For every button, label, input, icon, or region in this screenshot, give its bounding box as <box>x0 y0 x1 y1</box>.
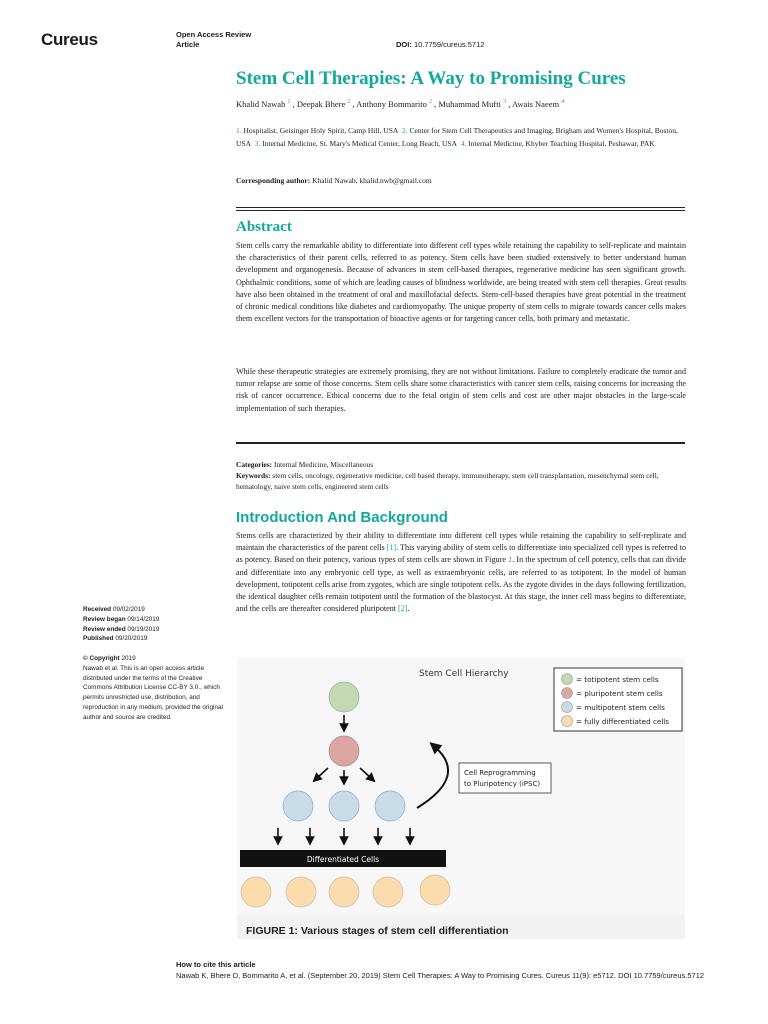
intro-text: . In the spectrum of cell potency, cells that can divide and differentiate into any embryonic cell type, as well as extraembryonic cells, are referred to as totipotent. In the model of human development, totipotent cells arise from zygotes, which are single totipotent cells. As the zygote divides in the days following fertilization, the identical daughter cells remain totipotent until the formation of the blastocyst. At this stage, the inner cell mass begins to differentiate, and the cells are thereafter considered pluripotent <box>236 555 686 614</box>
copyright-label: © Copyright <box>83 655 120 662</box>
categories <box>236 459 686 470</box>
license-text: Nawab et al. This is an open access article distributed under the terms of the Creative Commons Attribution License CC-BY 3.0., which permits unrestricted use, distribution, and reproduction in any medium, provided the original author and source are credited. <box>83 664 223 721</box>
figure-1 <box>237 658 685 914</box>
categories-label: Categories: <box>236 460 273 469</box>
affiliation-number: 4. <box>460 138 467 148</box>
legend-swatch-multipotent <box>562 702 573 713</box>
pluripotent-cell <box>329 736 359 766</box>
abstract-top-rule <box>236 207 685 208</box>
differentiated-cell <box>420 875 450 905</box>
article-type-line2: Article <box>176 40 200 49</box>
abstract-heading: Abstract <box>236 219 292 235</box>
reprogramming-label-line1: Cell Reprogramming <box>464 769 536 777</box>
intro-text: . This varying ability of stem cells to differentiate into specialized cell types is referred to as potency. Based on their potency, various types of stem cells are shown in Figure <box>236 543 686 565</box>
author-name[interactable]: Deepak Bhere <box>296 99 346 109</box>
author-affiliation-number: 2 <box>429 99 432 106</box>
author-affiliation-number: 4 <box>561 99 565 106</box>
introduction-paragraph <box>236 530 686 615</box>
review-began-date: 09/14/2019 <box>127 615 160 623</box>
differentiated-cells-label: Differentiated Cells <box>306 855 380 864</box>
author-affiliation-number: 1 <box>287 99 291 106</box>
author-name[interactable]: Anthony Bommarito <box>356 99 427 109</box>
figure-caption: FIGURE 1: Various stages of stem cell differentiation <box>246 925 509 937</box>
article-dates <box>83 605 223 644</box>
citation-heading: How to cite this article <box>176 960 256 969</box>
multipotent-cell <box>283 791 313 821</box>
legend-swatch-pluripotent <box>562 688 573 699</box>
categories-text: Internal Medicine, Miscellaneous <box>273 460 374 469</box>
differentiated-cell <box>329 877 359 907</box>
legend-label-totipotent: = totipotent stem cells <box>576 675 659 684</box>
keywords <box>236 470 686 492</box>
doi-value[interactable]: 10.7759/cureus.5712 <box>413 40 485 49</box>
arrow-down-right <box>360 768 372 779</box>
author-affiliation-number: 3 <box>503 99 507 106</box>
keywords-text: stem cells, oncology, regenerative medicine, cell based therapy, immunotherapy, stem cell transplantation, mesenchymal stem cell, hematology, naive stem cells, engineered stem cells <box>236 471 659 491</box>
affiliation-number: 2. <box>402 126 408 135</box>
multipotent-cell <box>329 791 359 821</box>
differentiated-cell <box>241 877 271 907</box>
differentiated-cell <box>373 877 403 907</box>
reprogramming-label-line2: to Pluripotency (iPSC) <box>464 780 541 788</box>
review-ended-label: Review ended <box>83 625 126 633</box>
author-list: Khalid Nawab $^1$ , Deepak Bhere $^2$ , Anthony Bommarito $^2$ , Muhammad Mufti $^3$ , Awais Naeem $^4$ <box>236 99 565 109</box>
copyright-year: 2019 <box>121 655 136 662</box>
review-began-label: Review began <box>83 615 126 623</box>
received-date: 09/02/2019 <box>112 606 145 613</box>
doi-label: DOI: <box>396 40 412 49</box>
author-name[interactable]: Khalid Nawab <box>236 99 286 109</box>
affiliation-number: 3. <box>254 138 261 148</box>
legend-swatch-totipotent <box>562 674 573 685</box>
reference-link-1[interactable]: [1] <box>386 543 397 553</box>
article-type <box>176 30 251 50</box>
published-date: 09/20/2019 <box>115 635 148 643</box>
arrow-down-left <box>316 768 328 779</box>
corresponding-author <box>236 176 432 185</box>
corresponding-label: Corresponding author: <box>236 176 311 185</box>
affiliation-text: Internal Medicine, Khyber Teaching Hospital, Peshawar, PAK <box>468 138 655 148</box>
author-name[interactable]: Muhammad Mufti <box>438 99 501 109</box>
intro-text: . <box>407 604 410 614</box>
affiliations <box>236 125 688 150</box>
author-name[interactable]: Awais Naeem <box>511 99 560 109</box>
legend-swatch-differentiated <box>562 716 573 727</box>
citation-text: Nawab K, Bhere D, Bommarito A, et al. (September 20, 2019) Stem Cell Therapies: A Way to Promising Cures. Cureus 11(9): e5712. DOI 10.7759/cureus.5712 <box>176 971 705 980</box>
reprogramming-arrow <box>417 746 448 808</box>
intro-text: Stems cells are characterized by their ability to differentiate into different cell types while retaining the capability to self-replicate and maintain the characteristics of the parent cells <box>236 531 686 553</box>
reference-link-2[interactable]: [2] <box>398 604 408 614</box>
multipotent-cell <box>375 791 405 821</box>
legend-label-pluripotent: = pluripotent stem cells <box>576 689 663 698</box>
keywords-label: Keywords: <box>236 471 271 480</box>
affiliation-text: Hospitalist, Geisinger Holy Spirit, Camp Hill, USA <box>243 126 399 135</box>
review-ended-date: 09/19/2019 <box>127 625 160 633</box>
doi <box>396 40 484 49</box>
abstract-top-rule-2 <box>236 210 685 211</box>
received-label: Received <box>83 606 112 613</box>
author-affiliation-number: 2 <box>347 99 351 106</box>
figure-link-1[interactable]: 1 <box>508 555 513 565</box>
legend-label-differentiated: = fully differentiated cells <box>576 717 670 726</box>
article-type-line1: Open Access Review <box>176 30 252 39</box>
reprogramming-box <box>459 763 551 793</box>
diagram-title: Stem Cell Hierarchy <box>419 669 509 679</box>
published-label: Published <box>83 635 114 643</box>
affiliation-number: 1. <box>236 126 242 135</box>
stem-cell-hierarchy-diagram <box>237 658 685 914</box>
totipotent-cell <box>329 682 359 712</box>
copyright-block <box>83 654 223 723</box>
introduction-heading: Introduction And Background <box>236 509 448 526</box>
corresponding-text[interactable]: Khalid Nawab, khalid.nwb@gmail.com <box>312 176 432 185</box>
legend-label-multipotent: = multipotent stem cells <box>576 703 665 712</box>
abstract-bottom-rule <box>236 442 685 444</box>
differentiated-cell <box>286 877 316 907</box>
affiliation-text: Center for Stem Cell Therapeutics and Imaging, Brigham and Women's Hospital, Boston, USA <box>236 126 678 148</box>
journal-logo: Cureus <box>41 30 98 49</box>
affiliation-text: Internal Medicine, St. Mary's Medical Center, Long Beach, USA <box>262 138 458 148</box>
abstract-paragraph-1: Stem cells carry the remarkable ability to differentiate into different cell types while retaining the capability to self-replicate and maintain the characteristics of their parent cells, referred to as potency. Stem cells have been studied extensively to better understand human development and organogenesis. Because of advances in stem cell-based therapies, regenerative medicine has seen significant growth. Ophthalmic conditions, some of which are leading causes of blindness worldwide, are being treated with stem cell therapies. Great results have also been obtained in the treatment of oral and maxillofacial defects. Stem-cell-based therapies have great potential in the treatment of chronic medical conditions like diabetes and cardiomyopathy. The unique property of stem cells to migrate towards cancer cells makes them excellent vectors for the transportation of bioactive agents or for targeting cancer cells, both primary and metastatic. <box>236 241 686 324</box>
article-title: Stem Cell Therapies: A Way to Promising Cures <box>236 68 626 89</box>
abstract-paragraph-2: While these therapeutic strategies are extremely promising, they are not without limitations. Failure to completely eradicate the tumor and tumor relapse are some of those concerns. Stem cells share some characteristics with cancer stem cells, raising concerns for increasing the risk of cancer occurrence. Ethical concerns due to the fetal origin of stem cells and cost are other major obstacles in the large-scale implementation of such therapies. <box>236 367 686 413</box>
